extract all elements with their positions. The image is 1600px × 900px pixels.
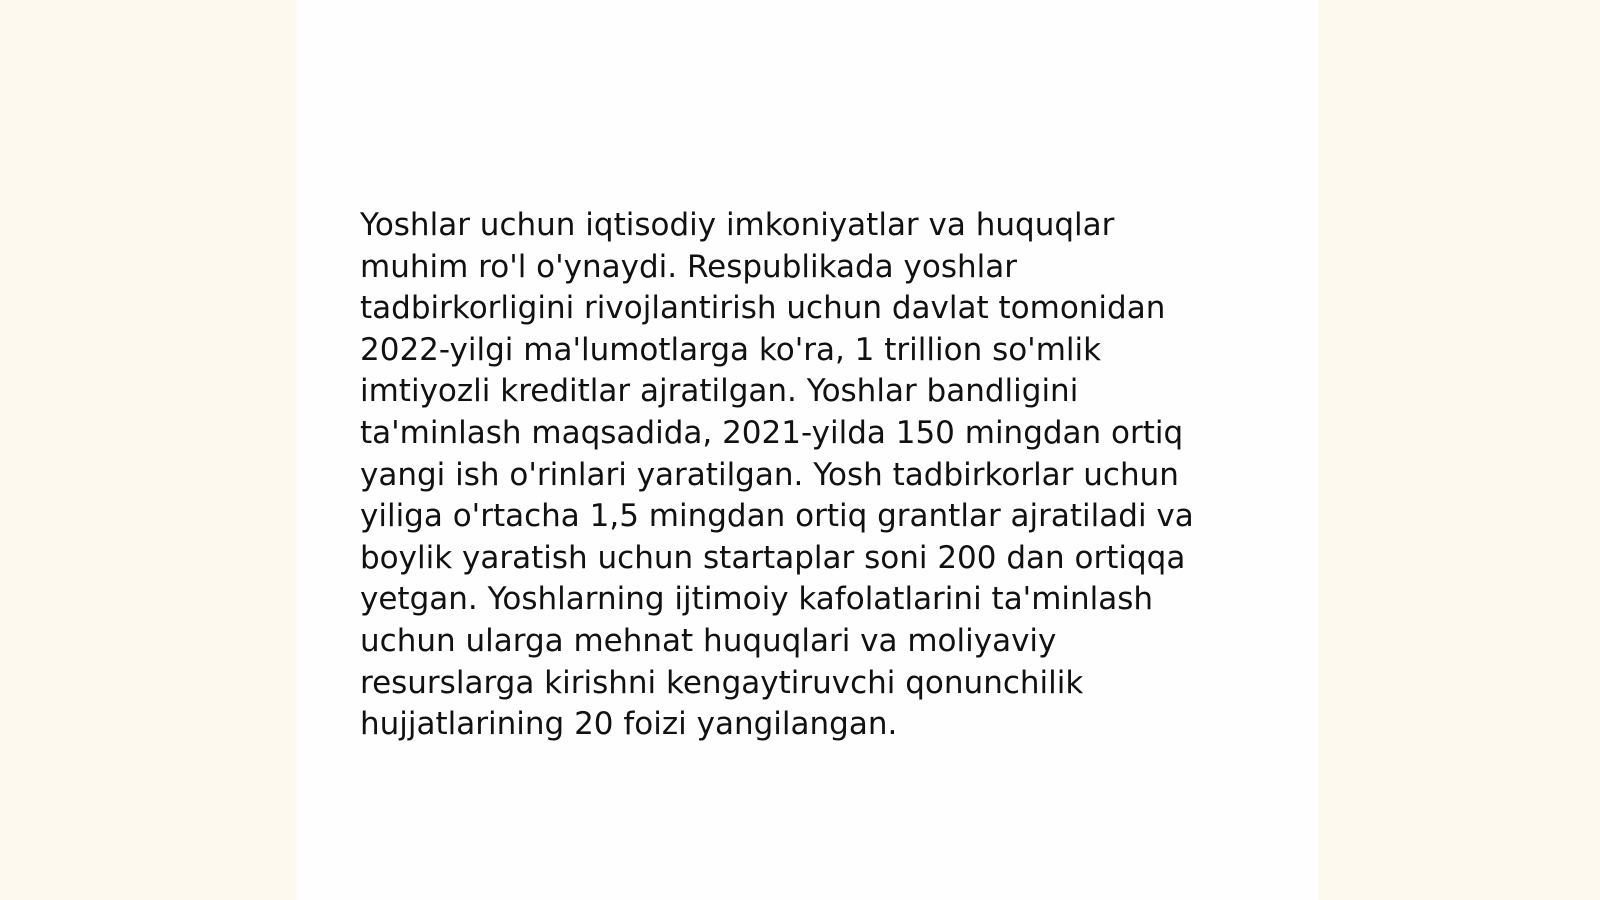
paragraph-line: resurslarga kirishni kengaytiruvchi qonunchilik (360, 664, 1084, 701)
document-page (296, 0, 1318, 900)
body-paragraph (360, 205, 1240, 746)
paragraph-line: imtiyozli kreditlar ajratilgan. Yoshlar bandligini (360, 373, 1079, 410)
paragraph-line: uchun ularga mehnat huquqlari va moliyaviy (360, 622, 1057, 659)
paragraph-line: 2022-yilgi ma'lumotlarga ko'ra, 1 trillion so'mlik (360, 331, 1102, 368)
paragraph-line: Yoshlar uchun iqtisodiy imkoniyatlar va huquqlar (360, 207, 1115, 243)
paragraph-line: yetgan. Yoshlarning ijtimoiy kafolatlarini ta'minlash (360, 581, 1154, 618)
paragraph-line: ta'minlash maqsadida, 2021-yilda 150 mingdan ortiq (360, 414, 1184, 451)
paragraph-line: muhim ro'l o'ynaydi. Respublikada yoshlar (360, 248, 1017, 285)
paragraph-line: tadbirkorligini rivojlantirish uchun davlat tomonidan (360, 290, 1166, 327)
paragraph-line: yangi ish o'rinlari yaratilgan. Yosh tadbirkorlar uchun (360, 456, 1179, 493)
paragraph-line: boylik yaratish uchun startaplar soni 200 dan ortiqqa (360, 539, 1186, 576)
paragraph-line: hujjatlarining 20 foizi yangilangan. (360, 706, 898, 743)
paragraph-line: yiliga o'rtacha 1,5 mingdan ortiq grantlar ajratiladi va (360, 498, 1194, 535)
